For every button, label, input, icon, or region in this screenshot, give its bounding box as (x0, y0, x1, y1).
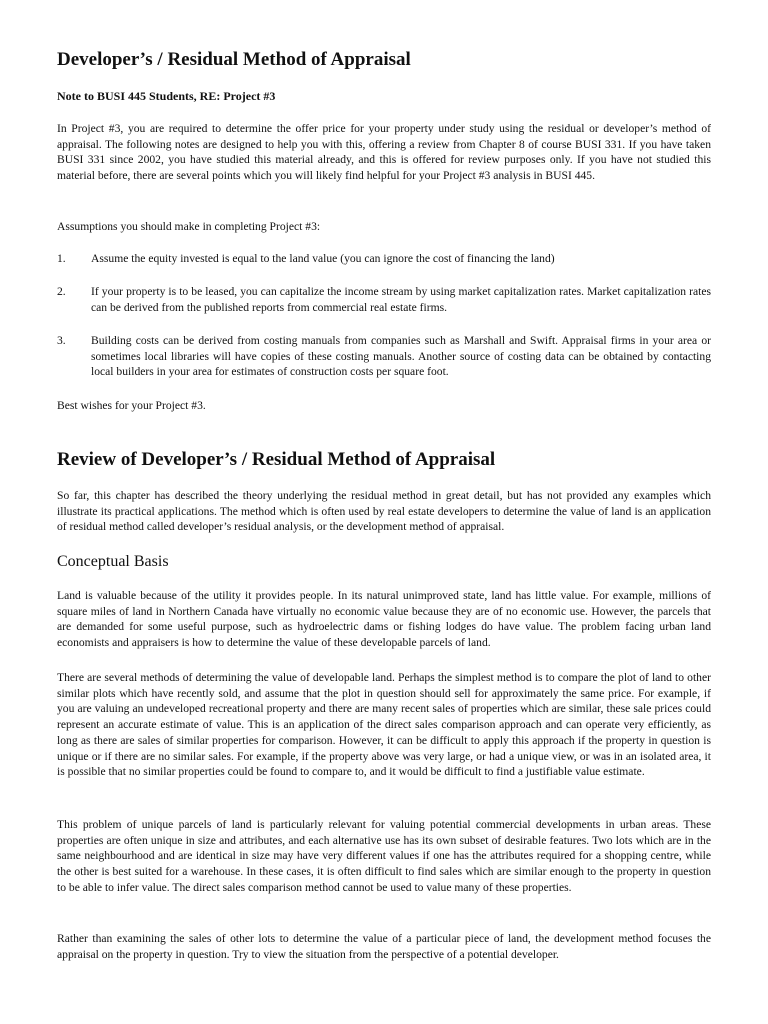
body-paragraph-3: This problem of unique parcels of land is particularly relevant for valuing potential commercial developments in urban areas. These properties are often unique in size and attributes, and each alternative use has its own subset of desirable features. Two lots which are in the same neighbourhood and are identical in size may have very different values if one has the attributes required for a shopping centre, while the other is best suited for a warehouse. In these cases, it is often difficult to find sales which are similar enough to the property in question to be able to infer value. The direct sales comparison method cannot be used to value many of these properties. (57, 818, 711, 894)
body-paragraph-4: Rather than examining the sales of other lots to determine the value of a particular piece of land, the development method focuses the appraisal on the property in question. Try to view the situation from the perspective of a potential developer. (57, 932, 711, 961)
assumption-number: 2. (57, 285, 66, 298)
assumption-number: 3. (57, 334, 66, 347)
assumption-text: If your property is to be leased, you can capitalize the income stream by using market capitalization rates. Market capitalization rates can be derived from the published reports from commercial real estate firms. (91, 285, 711, 314)
section-heading: Conceptual Basis (57, 553, 169, 570)
assumption-number: 1. (57, 252, 66, 265)
assumption-item-1 (57, 251, 711, 267)
review-title: Review of Developer’s / Residual Method of Appraisal (57, 449, 496, 470)
body-paragraph-1: Land is valuable because of the utility it provides people. In its natural unimproved state, land has little value. For example, millions of square miles of land in Northern Canada have virtually no economic value because they are of no economic use. However, the parcels that are demanded for some useful purpose, such as hydroelectric dams or fishing lodges do have value. The problem facing urban land economists and appraisers is how to determine the value of these developable parcels of land. (57, 589, 711, 650)
assumption-text: Assume the equity invested is equal to the land value (you can ignore the cost of financing the land) (91, 252, 555, 265)
assumption-item-3 (57, 333, 711, 380)
page-title: Developer’s / Residual Method of Appraisal (57, 49, 411, 70)
assumption-item-2 (57, 284, 711, 315)
assumptions-lead: Assumptions you should make in completing Project #3: (57, 220, 321, 233)
student-note: Note to BUSI 445 Students, RE: Project #3 (57, 89, 276, 103)
body-paragraph-2: There are several methods of determining the value of developable land. Perhaps the simplest method is to compare the plot of land to other similar plots which have recently sold, and assume that the plot in question should sell for approximately the same price. For example, if you are valuing an undeveloped recreational property and there are many recent sales of properties which are similar, these sale prices could represent an accurate estimate of value. This is an application of the direct sales comparison approach and can operate very efficiently, as long as there are sales of similar properties for comparison. However, it can be difficult to apply this approach if the property in question is unique or if there are no similar sales. For example, if the property above was very large, or had a unique view, or was in an isolated area, it is possible that no similar properties could be found to compare to, and it would be difficult to find a justifiable value estimate. (57, 671, 711, 779)
assumption-text: Building costs can be derived from costing manuals from companies such as Marshall and Swift. Appraisal firms in your area or sometimes local libraries will have copies of these costing manuals. Another source of costing data can be obtained by contacting local builders in your area for estimates of construction costs per square foot. (91, 334, 711, 379)
intro-paragraph: In Project #3, you are required to determine the offer price for your property under study using the residual or developer’s method of appraisal. The following notes are designed to help you with this, offering a review from Chapter 8 of course BUSI 331. If you have taken BUSI 331 since 2002, you have studied this material already, and this is offered for review purposes only. If you have not studied this material before, there are several points which you will likely find helpful for your Project #3 analysis in BUSI 445. (57, 122, 711, 183)
closing-line: Best wishes for your Project #3. (57, 399, 206, 412)
review-intro-paragraph: So far, this chapter has described the theory underlying the residual method in great detail, but has not provided any examples which illustrate its practical applications. The method which is often used by real estate developers to determine the value of land is an application of residual method called developer’s residual analysis, or the development method of appraisal. (57, 489, 711, 534)
